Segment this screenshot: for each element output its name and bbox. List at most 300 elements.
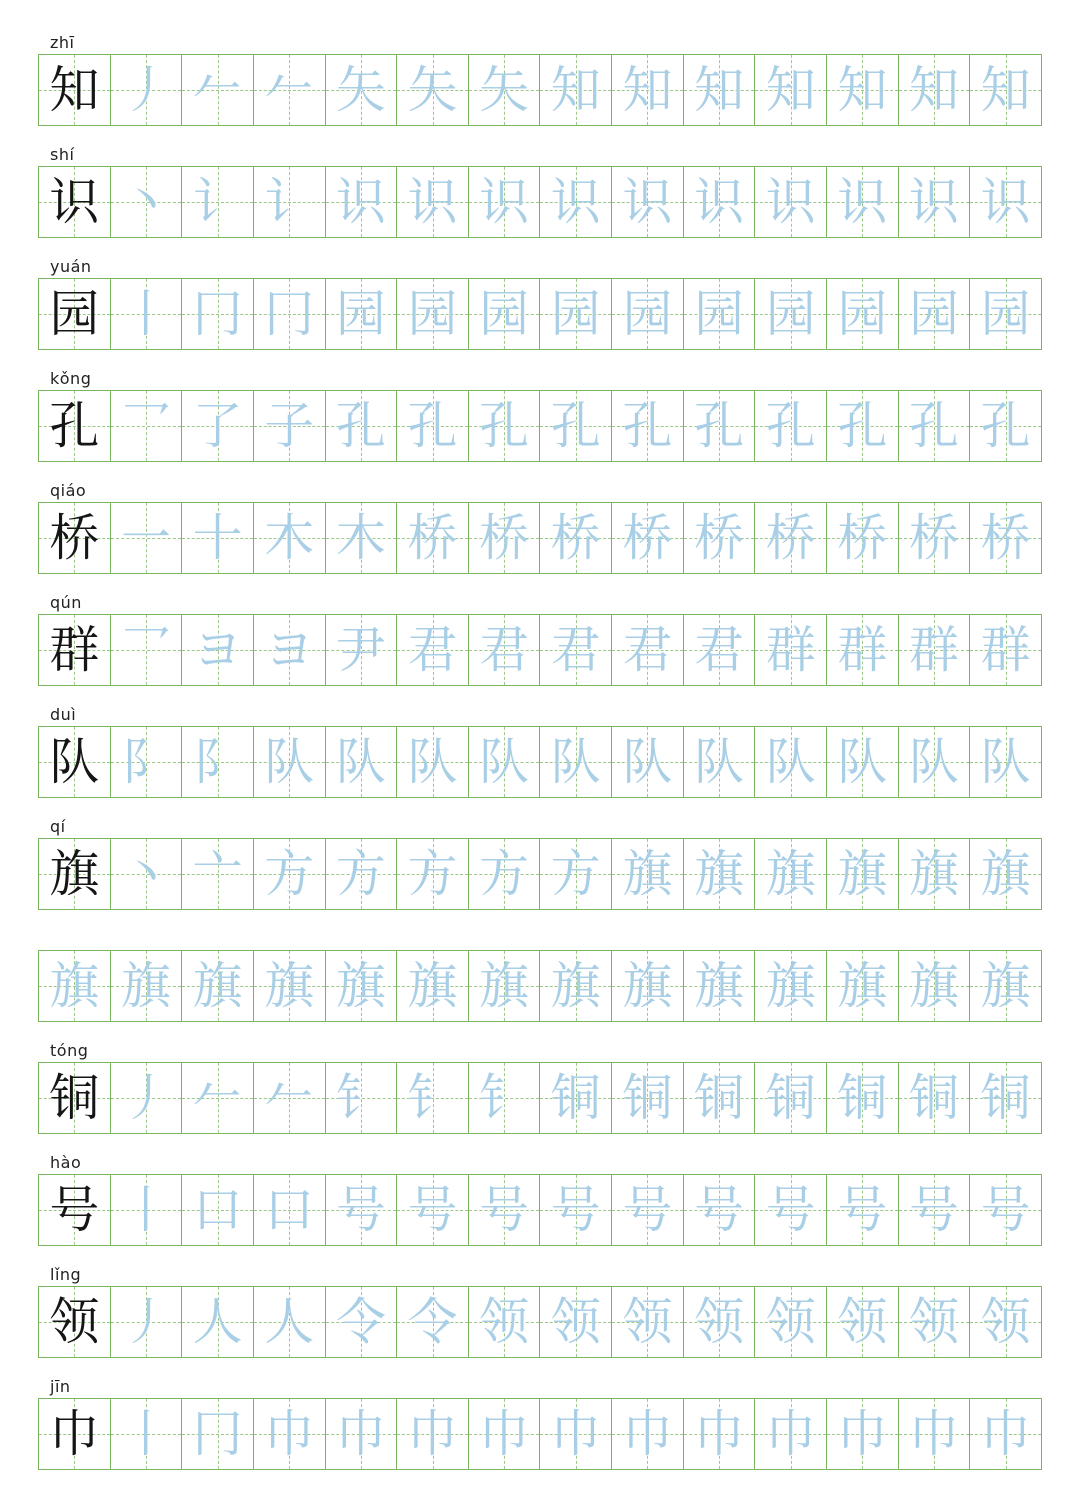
trace-cell[interactable] <box>970 391 1041 461</box>
trace-cell[interactable] <box>970 1175 1041 1245</box>
practice-row <box>38 480 1042 574</box>
trace-cell[interactable] <box>827 1287 899 1357</box>
trace-cell[interactable] <box>111 503 183 573</box>
trace-cell[interactable] <box>397 1063 469 1133</box>
pinyin-label: kǒng <box>50 369 92 388</box>
trace-character: 丨 <box>120 1405 171 1463</box>
trace-character: 园 <box>837 285 888 343</box>
trace-character: 号 <box>765 1181 816 1239</box>
trace-cell[interactable] <box>827 1175 899 1245</box>
trace-character: 园 <box>980 285 1031 343</box>
trace-character: 阝 <box>120 733 171 791</box>
model-cell <box>39 1287 111 1357</box>
trace-cell[interactable] <box>182 951 254 1021</box>
trace-cell[interactable] <box>827 1399 899 1469</box>
trace-cell[interactable] <box>469 1063 541 1133</box>
trace-cell[interactable] <box>827 951 899 1021</box>
trace-cell[interactable] <box>397 1175 469 1245</box>
trace-cell[interactable] <box>540 951 612 1021</box>
trace-character: 钅 <box>335 1069 386 1127</box>
model-character: 孔 <box>49 397 100 455</box>
trace-character: 旗 <box>49 957 100 1015</box>
trace-cell[interactable] <box>326 391 398 461</box>
trace-cell[interactable] <box>970 279 1041 349</box>
trace-cell[interactable] <box>182 279 254 349</box>
trace-cell[interactable] <box>899 391 971 461</box>
trace-character: 领 <box>765 1293 816 1351</box>
trace-character: 巾 <box>837 1405 888 1463</box>
trace-cell[interactable] <box>970 951 1041 1021</box>
trace-cell[interactable] <box>254 1399 326 1469</box>
trace-cell[interactable] <box>469 279 541 349</box>
trace-character: 识 <box>550 173 601 231</box>
practice-row <box>38 144 1042 238</box>
trace-cell[interactable] <box>612 391 684 461</box>
trace-cell[interactable] <box>612 615 684 685</box>
trace-cell[interactable] <box>397 1287 469 1357</box>
trace-character: 铜 <box>694 1069 745 1127</box>
trace-character: 知 <box>765 61 816 119</box>
trace-character: 知 <box>694 61 745 119</box>
trace-character: 桥 <box>909 509 959 567</box>
trace-cell[interactable] <box>111 1063 183 1133</box>
trace-character: 方 <box>550 845 601 903</box>
trace-cell[interactable] <box>469 1399 541 1469</box>
trace-character: 丿 <box>120 1069 171 1127</box>
trace-cell[interactable] <box>612 55 684 125</box>
trace-cell[interactable] <box>970 167 1041 237</box>
trace-cell[interactable] <box>254 167 326 237</box>
trace-cell[interactable] <box>684 615 756 685</box>
trace-cell[interactable] <box>326 503 398 573</box>
trace-cell[interactable] <box>469 55 541 125</box>
trace-character: 乛 <box>120 621 171 679</box>
trace-cell[interactable] <box>397 503 469 573</box>
trace-cell[interactable] <box>397 55 469 125</box>
trace-character: 方 <box>264 845 315 903</box>
trace-cell[interactable] <box>899 55 971 125</box>
trace-cell[interactable] <box>397 1399 469 1469</box>
trace-cell[interactable] <box>899 951 971 1021</box>
trace-character: 了 <box>192 397 243 455</box>
trace-cell[interactable] <box>254 55 326 125</box>
trace-character: 园 <box>909 285 959 343</box>
trace-cell[interactable] <box>827 503 899 573</box>
trace-character: 园 <box>694 285 745 343</box>
trace-cell[interactable] <box>254 503 326 573</box>
trace-cell[interactable] <box>540 503 612 573</box>
trace-character: 孔 <box>765 397 816 455</box>
trace-cell[interactable] <box>540 391 612 461</box>
trace-character: 铜 <box>909 1069 959 1127</box>
trace-character: 巾 <box>980 1405 1031 1463</box>
trace-cell[interactable] <box>111 727 183 797</box>
trace-cell[interactable] <box>540 1063 612 1133</box>
trace-cell[interactable] <box>540 615 612 685</box>
tian-grid-row <box>38 1062 1042 1134</box>
trace-cell[interactable] <box>254 839 326 909</box>
trace-cell[interactable] <box>684 167 756 237</box>
trace-character: 桥 <box>837 509 888 567</box>
trace-cell[interactable] <box>755 1175 827 1245</box>
trace-cell[interactable] <box>684 1399 756 1469</box>
trace-cell[interactable] <box>397 951 469 1021</box>
trace-cell[interactable] <box>684 279 756 349</box>
trace-cell[interactable] <box>182 1063 254 1133</box>
trace-cell[interactable] <box>182 615 254 685</box>
trace-cell[interactable] <box>182 167 254 237</box>
trace-character: 号 <box>550 1181 601 1239</box>
model-character: 领 <box>49 1293 100 1351</box>
trace-character: 乛 <box>120 397 171 455</box>
model-character: 巾 <box>49 1405 100 1463</box>
trace-character: 队 <box>980 733 1031 791</box>
trace-cell[interactable] <box>182 55 254 125</box>
trace-cell[interactable] <box>755 839 827 909</box>
trace-cell[interactable] <box>755 55 827 125</box>
tian-grid-row <box>38 278 1042 350</box>
trace-cell[interactable] <box>254 391 326 461</box>
model-cell <box>39 55 111 125</box>
trace-character: 口 <box>264 1181 315 1239</box>
trace-cell[interactable] <box>612 279 684 349</box>
trace-cell[interactable] <box>540 167 612 237</box>
model-character: 号 <box>49 1181 100 1239</box>
trace-cell[interactable] <box>612 503 684 573</box>
trace-character: 冂 <box>192 1405 243 1463</box>
trace-cell[interactable] <box>899 1063 971 1133</box>
model-cell <box>39 615 111 685</box>
model-character: 园 <box>49 285 100 343</box>
trace-character: 方 <box>407 845 458 903</box>
model-character: 知 <box>49 61 100 119</box>
trace-cell[interactable] <box>755 1063 827 1133</box>
trace-cell[interactable] <box>970 1287 1041 1357</box>
trace-character: 人 <box>264 1293 315 1351</box>
trace-cell[interactable] <box>684 503 756 573</box>
trace-cell[interactable] <box>254 951 326 1021</box>
trace-cell[interactable] <box>326 55 398 125</box>
trace-cell[interactable] <box>827 167 899 237</box>
trace-cell[interactable] <box>755 391 827 461</box>
trace-character: 识 <box>479 173 530 231</box>
tian-grid-row <box>38 54 1042 126</box>
trace-cell[interactable] <box>254 279 326 349</box>
practice-row <box>38 816 1042 910</box>
trace-cell[interactable] <box>182 727 254 797</box>
trace-character: 木 <box>335 509 386 567</box>
trace-character: 群 <box>980 621 1031 679</box>
trace-cell[interactable] <box>899 1175 971 1245</box>
trace-cell[interactable] <box>469 391 541 461</box>
trace-cell[interactable] <box>540 1399 612 1469</box>
trace-character: 识 <box>694 173 745 231</box>
trace-character: 旗 <box>694 957 745 1015</box>
trace-cell[interactable] <box>397 839 469 909</box>
trace-cell[interactable] <box>827 279 899 349</box>
trace-cell[interactable] <box>111 279 183 349</box>
trace-character: 号 <box>837 1181 888 1239</box>
trace-cell[interactable] <box>326 1287 398 1357</box>
trace-character: 识 <box>765 173 816 231</box>
trace-cell[interactable] <box>469 167 541 237</box>
trace-cell[interactable] <box>397 727 469 797</box>
trace-character: 识 <box>335 173 386 231</box>
trace-cell[interactable] <box>540 1175 612 1245</box>
trace-character: 旗 <box>909 957 959 1015</box>
trace-cell[interactable] <box>540 1287 612 1357</box>
trace-cell[interactable] <box>684 1175 756 1245</box>
trace-cell[interactable] <box>684 1063 756 1133</box>
trace-character: 领 <box>837 1293 888 1351</box>
trace-character: 桥 <box>407 509 458 567</box>
trace-character: 丨 <box>120 285 171 343</box>
trace-cell[interactable] <box>326 167 398 237</box>
trace-character: 知 <box>550 61 601 119</box>
trace-character: 旗 <box>622 957 673 1015</box>
trace-cell[interactable] <box>684 55 756 125</box>
trace-cell[interactable] <box>684 839 756 909</box>
trace-cell[interactable] <box>970 1399 1041 1469</box>
trace-character: 识 <box>909 173 959 231</box>
pinyin-label: tóng <box>50 1041 89 1060</box>
trace-cell[interactable] <box>326 1399 398 1469</box>
trace-character: 领 <box>479 1293 530 1351</box>
trace-character: 旗 <box>550 957 601 1015</box>
trace-cell[interactable] <box>111 1287 183 1357</box>
trace-character: 队 <box>407 733 458 791</box>
trace-character: 君 <box>622 621 673 679</box>
trace-cell[interactable] <box>970 727 1041 797</box>
trace-character: 旗 <box>335 957 386 1015</box>
trace-character: 木 <box>264 509 315 567</box>
trace-cell[interactable] <box>899 615 971 685</box>
trace-cell[interactable] <box>612 1063 684 1133</box>
model-character: 识 <box>49 173 100 231</box>
trace-character: 巾 <box>335 1405 386 1463</box>
trace-cell[interactable] <box>899 503 971 573</box>
trace-cell[interactable] <box>612 951 684 1021</box>
trace-cell[interactable] <box>469 839 541 909</box>
trace-cell[interactable] <box>755 503 827 573</box>
trace-cell[interactable] <box>469 1287 541 1357</box>
trace-cell[interactable] <box>469 727 541 797</box>
trace-cell[interactable] <box>899 167 971 237</box>
trace-cell[interactable] <box>612 1175 684 1245</box>
trace-character: 丿 <box>120 1293 171 1351</box>
trace-cell[interactable] <box>970 839 1041 909</box>
trace-character: 旗 <box>909 845 959 903</box>
trace-character: 巾 <box>264 1405 315 1463</box>
model-character: 铜 <box>49 1069 100 1127</box>
trace-cell[interactable] <box>397 391 469 461</box>
trace-cell[interactable] <box>254 615 326 685</box>
trace-cell[interactable] <box>182 503 254 573</box>
trace-cell[interactable] <box>469 503 541 573</box>
trace-character: 孔 <box>980 397 1031 455</box>
trace-character: 领 <box>550 1293 601 1351</box>
trace-cell[interactable] <box>182 391 254 461</box>
trace-character: 旗 <box>837 845 888 903</box>
trace-cell[interactable] <box>326 951 398 1021</box>
trace-character: 群 <box>909 621 959 679</box>
trace-cell[interactable] <box>970 503 1041 573</box>
trace-cell[interactable] <box>182 1287 254 1357</box>
trace-character: 讠 <box>264 173 315 231</box>
trace-cell[interactable] <box>111 391 183 461</box>
trace-character: 园 <box>479 285 530 343</box>
trace-character: 𠂉 <box>264 1069 315 1127</box>
trace-cell[interactable] <box>469 615 541 685</box>
trace-cell[interactable] <box>612 167 684 237</box>
trace-cell[interactable] <box>755 727 827 797</box>
trace-cell[interactable] <box>397 279 469 349</box>
tian-grid-row <box>38 1398 1042 1470</box>
trace-character: 领 <box>622 1293 673 1351</box>
model-character: 群 <box>49 621 100 679</box>
trace-cell[interactable] <box>755 951 827 1021</box>
trace-character: 领 <box>909 1293 959 1351</box>
trace-character: 一 <box>120 509 171 567</box>
trace-character: 钅 <box>479 1069 530 1127</box>
trace-cell[interactable] <box>755 1287 827 1357</box>
trace-cell[interactable] <box>612 1399 684 1469</box>
trace-cell[interactable] <box>612 839 684 909</box>
trace-cell[interactable] <box>684 951 756 1021</box>
trace-cell[interactable] <box>326 727 398 797</box>
trace-cell[interactable] <box>326 1063 398 1133</box>
trace-cell[interactable] <box>827 727 899 797</box>
trace-cell[interactable] <box>684 1287 756 1357</box>
trace-cell[interactable] <box>397 167 469 237</box>
trace-character: 号 <box>909 1181 959 1239</box>
trace-character: 知 <box>909 61 959 119</box>
model-cell <box>39 1175 111 1245</box>
trace-cell[interactable] <box>540 279 612 349</box>
trace-cell[interactable] <box>254 727 326 797</box>
trace-cell[interactable] <box>469 1175 541 1245</box>
tian-grid-row <box>38 502 1042 574</box>
trace-character: 孔 <box>622 397 673 455</box>
trace-character: 知 <box>622 61 673 119</box>
trace-character: 知 <box>837 61 888 119</box>
trace-character: 队 <box>837 733 888 791</box>
model-cell <box>39 727 111 797</box>
trace-character: 队 <box>264 733 315 791</box>
trace-cell[interactable] <box>111 55 183 125</box>
trace-character: 号 <box>694 1181 745 1239</box>
trace-cell[interactable] <box>326 1175 398 1245</box>
trace-cell[interactable] <box>182 1399 254 1469</box>
trace-cell[interactable] <box>970 1063 1041 1133</box>
trace-character: 孔 <box>335 397 386 455</box>
pinyin-label: qiáo <box>50 481 87 500</box>
model-cell <box>39 279 111 349</box>
trace-cell[interactable] <box>469 951 541 1021</box>
trace-character: 队 <box>909 733 959 791</box>
trace-character: 君 <box>694 621 745 679</box>
practice-row <box>38 1152 1042 1246</box>
trace-character: 号 <box>479 1181 530 1239</box>
trace-character: 铜 <box>837 1069 888 1127</box>
trace-cell[interactable] <box>612 1287 684 1357</box>
trace-character: 识 <box>407 173 458 231</box>
trace-cell[interactable] <box>182 1175 254 1245</box>
trace-cell[interactable] <box>111 167 183 237</box>
trace-cell[interactable] <box>39 951 111 1021</box>
trace-cell[interactable] <box>612 727 684 797</box>
model-cell <box>39 391 111 461</box>
trace-character: 口 <box>192 1181 243 1239</box>
trace-character: 队 <box>550 733 601 791</box>
trace-character: 旗 <box>837 957 888 1015</box>
trace-cell[interactable] <box>827 55 899 125</box>
trace-cell[interactable] <box>899 279 971 349</box>
trace-cell[interactable] <box>182 839 254 909</box>
trace-cell[interactable] <box>899 839 971 909</box>
trace-character: 𠂉 <box>264 61 315 119</box>
trace-cell[interactable] <box>254 1063 326 1133</box>
trace-cell[interactable] <box>827 391 899 461</box>
trace-character: 队 <box>479 733 530 791</box>
trace-character: 桥 <box>694 509 745 567</box>
trace-character: 园 <box>622 285 673 343</box>
trace-cell[interactable] <box>755 279 827 349</box>
trace-character: 领 <box>694 1293 745 1351</box>
trace-cell[interactable] <box>827 1063 899 1133</box>
model-character: 队 <box>49 733 100 791</box>
trace-cell[interactable] <box>540 55 612 125</box>
practice-row <box>38 704 1042 798</box>
trace-cell[interactable] <box>899 1399 971 1469</box>
model-cell <box>39 1063 111 1133</box>
trace-cell[interactable] <box>111 1399 183 1469</box>
trace-cell[interactable] <box>684 391 756 461</box>
trace-cell[interactable] <box>540 839 612 909</box>
trace-cell[interactable] <box>326 279 398 349</box>
trace-cell[interactable] <box>899 1287 971 1357</box>
trace-cell[interactable] <box>970 55 1041 125</box>
trace-cell[interactable] <box>684 727 756 797</box>
trace-cell[interactable] <box>755 167 827 237</box>
trace-cell[interactable] <box>111 839 183 909</box>
trace-cell[interactable] <box>755 1399 827 1469</box>
trace-cell[interactable] <box>970 615 1041 685</box>
trace-character: 巾 <box>550 1405 601 1463</box>
trace-cell[interactable] <box>397 615 469 685</box>
trace-character: 铜 <box>622 1069 673 1127</box>
trace-cell[interactable] <box>755 615 827 685</box>
trace-character: 十 <box>192 509 243 567</box>
trace-character: 丨 <box>120 1181 171 1239</box>
trace-cell[interactable] <box>899 727 971 797</box>
trace-cell[interactable] <box>326 615 398 685</box>
tian-grid-row <box>38 1286 1042 1358</box>
trace-cell[interactable] <box>540 727 612 797</box>
trace-cell[interactable] <box>254 1175 326 1245</box>
trace-character: 桥 <box>550 509 601 567</box>
trace-cell[interactable] <box>326 839 398 909</box>
trace-cell[interactable] <box>827 839 899 909</box>
trace-cell[interactable] <box>111 1175 183 1245</box>
trace-cell[interactable] <box>254 1287 326 1357</box>
trace-character: ヨ <box>264 621 315 679</box>
tian-grid-row <box>38 1174 1042 1246</box>
trace-character: 方 <box>479 845 530 903</box>
trace-cell[interactable] <box>111 615 183 685</box>
trace-cell[interactable] <box>111 951 183 1021</box>
trace-cell[interactable] <box>827 615 899 685</box>
